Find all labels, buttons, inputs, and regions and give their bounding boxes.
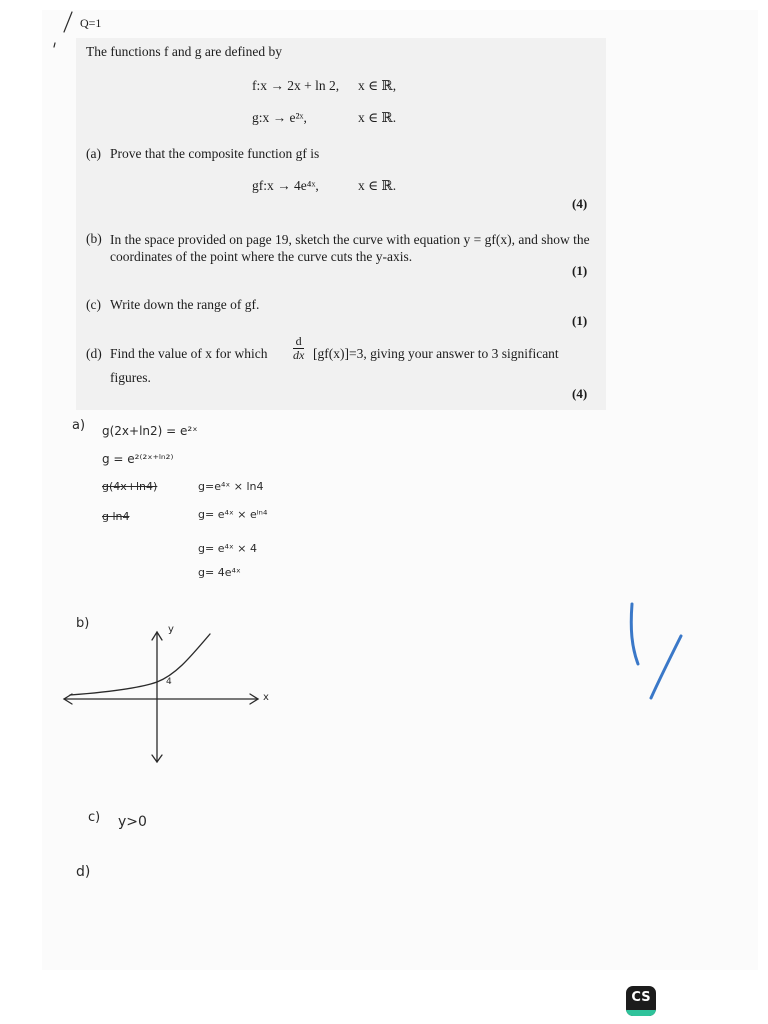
fraction-numerator: d: [293, 335, 304, 349]
part-b-marks: (1): [572, 263, 588, 278]
part-d-text-end: figures.: [110, 370, 151, 385]
part-c-marks: (1): [572, 313, 588, 328]
question-label: Q=1: [80, 16, 102, 30]
tick-mark-right: [651, 636, 681, 698]
hand-a-step1: g=e⁴ˣ × ln4: [198, 480, 264, 493]
part-a-label: (a): [86, 146, 101, 161]
question-intro: The functions f and g are defined by: [86, 44, 283, 59]
part-a-text: Prove that the composite function gf is: [110, 146, 320, 161]
hand-c-label: c): [88, 810, 101, 825]
hand-intercept-label: 4: [166, 677, 172, 687]
hand-a-step4: g= 4e⁴ˣ: [198, 566, 241, 579]
part-d-label: (d): [86, 346, 102, 361]
part-b-label: (b): [86, 231, 102, 246]
margin-pen-mark: [64, 12, 72, 32]
g-domain: x ∈ ℝ.: [358, 110, 397, 125]
part-d-text: Find the value of x for which: [110, 346, 268, 361]
part-b-text: In the space provided on page 19, sketch the curve with equation y = gf(x), and show the coordinates of the point where the curve cuts the y-axis.: [110, 232, 590, 264]
hand-a-scratch1: g(4x+ln4): [102, 480, 158, 493]
exponential-curve: [70, 634, 210, 695]
tick-mark-left: [631, 604, 638, 664]
gf-domain: x ∈ ℝ.: [358, 178, 397, 193]
part-c-label: (c): [86, 297, 101, 312]
hand-d-label: d): [76, 864, 91, 880]
f-definition: f:x → 2x + ln 2,: [252, 78, 340, 93]
g-definition: g:x → e²ˣ,: [252, 110, 307, 125]
hand-x-axis-label: x: [263, 692, 269, 703]
f-domain: x ∈ ℝ,: [358, 78, 397, 93]
hand-b-label: b): [76, 616, 90, 631]
logo-band: [626, 1010, 656, 1016]
hand-a-scratch2: g ln4: [102, 510, 130, 523]
gf-definition: gf:x → 4e⁴ˣ,: [252, 178, 319, 193]
hand-c-answer: y>0: [118, 814, 147, 830]
camscanner-logo: [626, 986, 656, 1016]
hand-a-step3: g= e⁴ˣ × 4: [198, 542, 257, 555]
hand-a-step2: g= e⁴ˣ × eˡⁿ⁴: [198, 508, 268, 521]
logo-text: CS: [631, 990, 651, 1005]
part-c-text: Write down the range of gf.: [110, 297, 260, 312]
fraction-denominator: dx: [293, 348, 305, 362]
part-d-marks: (4): [572, 386, 588, 401]
hand-a-line2: g = e²⁽²ˣ⁺ˡⁿ²⁾: [102, 452, 174, 466]
hand-a-label: a): [72, 418, 86, 433]
part-d-text-cont: [gf(x)]=3, giving your answer to 3 significant: [313, 346, 559, 361]
part-a-marks: (4): [572, 196, 588, 211]
hand-y-axis-label: y: [168, 624, 174, 635]
hand-a-line1: g(2x+ln2) = e²ˣ: [102, 424, 198, 438]
margin-pen-dot: [54, 43, 55, 47]
